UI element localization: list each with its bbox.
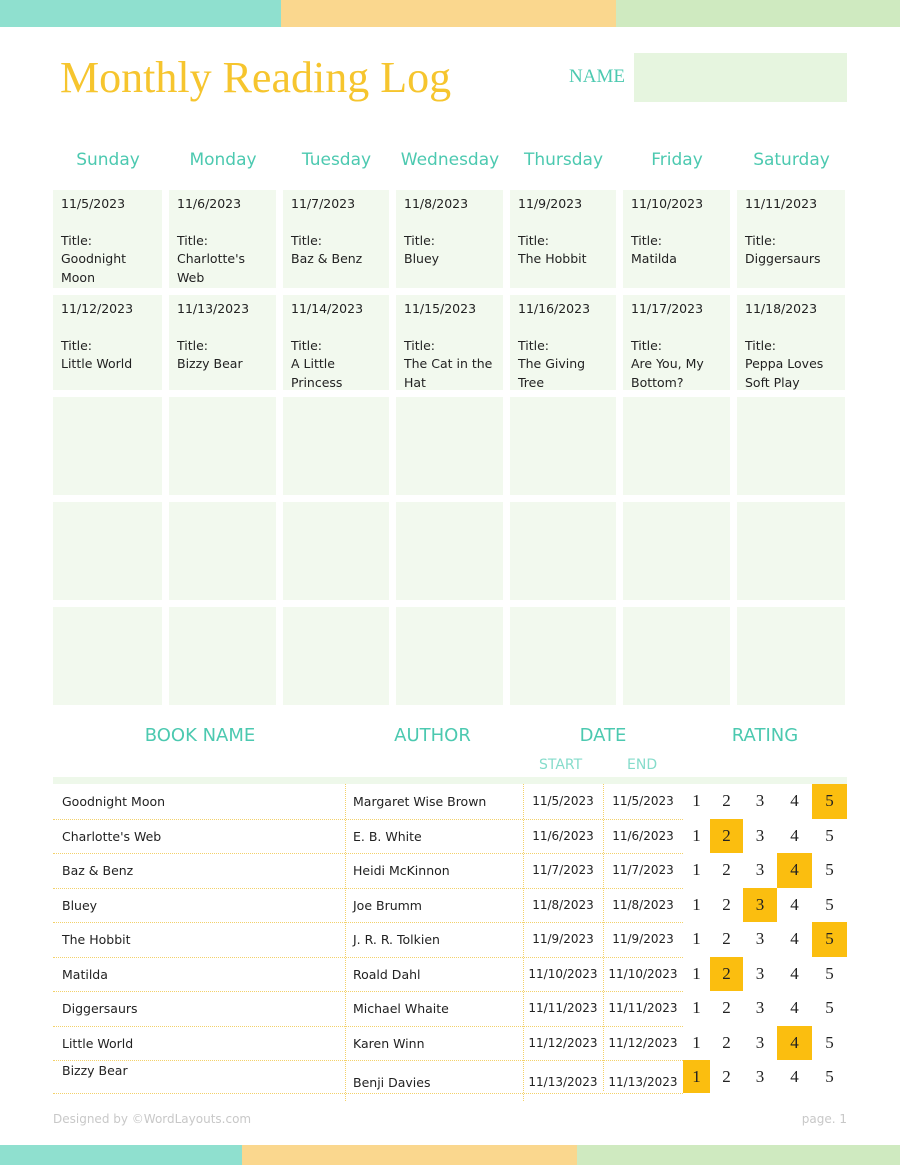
cell-date: 11/14/2023	[291, 301, 364, 316]
name-label: NAME	[569, 66, 625, 87]
table-header-band	[53, 777, 847, 784]
start-date-cell[interactable]: 11/11/2023	[528, 1001, 598, 1015]
cell-date: 11/17/2023	[631, 301, 704, 316]
rating-option[interactable]: 4	[790, 1067, 799, 1086]
end-date-cell[interactable]: 11/11/2023	[608, 1001, 678, 1015]
cell-book-title: Bluey	[404, 251, 440, 266]
end-date-cell[interactable]: 11/12/2023	[608, 1035, 678, 1050]
rating-option[interactable]: 2	[722, 1067, 731, 1086]
start-date-cell[interactable]: 11/12/2023	[528, 1035, 598, 1050]
rating-option[interactable]: 2	[722, 791, 731, 810]
rating-option[interactable]: 2	[722, 894, 731, 914]
cell-book-title: Goodnight Moon	[61, 251, 127, 285]
cell-title-label: Title:	[291, 337, 322, 353]
calendar-cell[interactable]	[396, 502, 503, 600]
calendar-cell[interactable]	[283, 502, 389, 600]
cell-date: 11/18/2023	[745, 301, 818, 316]
cell-book-title: The Hobbit	[518, 251, 587, 266]
start-date-cell[interactable]: 11/8/2023	[532, 897, 594, 912]
calendar-cell[interactable]	[623, 295, 730, 390]
start-date-cell[interactable]: 11/10/2023	[528, 966, 598, 981]
calendar-cell[interactable]	[283, 397, 389, 495]
rating-option[interactable]: 1	[692, 963, 701, 983]
calendar-cell[interactable]	[737, 607, 845, 705]
end-date-cell[interactable]: 11/10/2023	[608, 966, 678, 981]
book-name-cell[interactable]: Matilda	[62, 966, 108, 982]
rating-option[interactable]: 1	[692, 791, 701, 810]
book-name-cell[interactable]: Diggersaurs	[62, 1001, 138, 1016]
author-header: AUTHOR	[394, 725, 471, 746]
bottom-bar-green	[577, 1145, 900, 1165]
calendar-cell[interactable]	[510, 190, 616, 288]
start-header: START	[539, 757, 583, 773]
rating-option[interactable]: 2	[722, 929, 731, 948]
end-date-cell[interactable]: 11/6/2023	[612, 828, 674, 843]
author-cell[interactable]: J. R. R. Tolkien	[353, 932, 440, 947]
cell-book-title: The Cat in the Hat	[404, 356, 493, 390]
cell-date: 11/16/2023	[518, 301, 591, 316]
calendar-cell[interactable]	[169, 295, 276, 390]
end-header: END	[627, 757, 658, 773]
rating-selected[interactable]: 2	[710, 957, 743, 992]
cell-book-title: The Giving Tree	[518, 356, 586, 390]
day-header-monday: Monday	[189, 150, 257, 170]
cell-date: 11/13/2023	[177, 301, 250, 316]
book-name-cell[interactable]: Charlotte's Web	[62, 828, 162, 844]
day-header-saturday: Saturday	[753, 150, 830, 170]
day-header-tuesday: Tuesday	[301, 150, 372, 170]
end-date-cell[interactable]: 11/9/2023	[612, 932, 674, 946]
rating-option[interactable]: 3	[755, 998, 765, 1017]
rating-option[interactable]: 3	[755, 825, 765, 845]
rating-option[interactable]: 5	[825, 894, 834, 914]
book-name-cell[interactable]: Little World	[62, 1035, 134, 1051]
cell-book-title: Charlotte's Web	[177, 251, 246, 285]
cell-date: 11/15/2023	[404, 301, 477, 316]
page-number: page. 1	[801, 1112, 847, 1126]
rating-option[interactable]: 5	[825, 963, 834, 983]
rating-option[interactable]: 2	[722, 1032, 731, 1052]
calendar-cell[interactable]	[396, 397, 503, 495]
bottom-bar-teal	[0, 1145, 242, 1165]
rating-option[interactable]: 2	[722, 860, 731, 879]
start-date-cell[interactable]: 11/13/2023	[528, 1075, 598, 1089]
day-header-thursday: Thursday	[523, 150, 604, 170]
cell-date: 11/11/2023	[745, 196, 818, 211]
rating-option[interactable]: 1	[692, 929, 701, 948]
cell-book-title: A Little Princess	[291, 356, 343, 390]
cell-title-label: Title:	[177, 232, 208, 248]
book-name-cell[interactable]: Bluey	[62, 897, 98, 913]
calendar-cell[interactable]	[737, 502, 845, 600]
rating-option[interactable]: 3	[755, 1032, 765, 1052]
book-name-cell[interactable]: The Hobbit	[62, 932, 131, 947]
cell-title-label: Title:	[61, 232, 92, 248]
bottom-bar-yellow	[242, 1145, 577, 1165]
calendar-cell[interactable]	[53, 607, 162, 705]
rating-option[interactable]: 1	[692, 1032, 701, 1052]
rating-option[interactable]: 2	[722, 998, 731, 1017]
start-date-cell[interactable]: 11/9/2023	[532, 932, 594, 946]
top-bar-teal	[0, 0, 281, 27]
rating-option[interactable]: 3	[755, 929, 765, 948]
cell-title-label: Title:	[745, 337, 776, 353]
rating-selected[interactable]: 1	[683, 1060, 710, 1093]
rating-option[interactable]: 4	[790, 998, 799, 1017]
cell-book-title: Matilda	[631, 251, 677, 266]
rating-option[interactable]: 3	[755, 860, 765, 879]
cell-book-title: Are You, My Bottom?	[631, 356, 704, 390]
day-header-wednesday: Wednesday	[400, 150, 500, 170]
rating-option[interactable]: 5	[825, 825, 834, 845]
rating-selected[interactable]: 4	[777, 853, 812, 888]
cell-book-title: Peppa Loves Soft Play	[745, 356, 824, 390]
top-bar-green	[616, 0, 900, 27]
start-date-cell[interactable]: 11/5/2023	[532, 794, 594, 808]
book-name-cell[interactable]: Baz & Benz	[62, 863, 134, 878]
rating-option[interactable]: 3	[755, 1067, 765, 1086]
rating-option[interactable]: 1	[692, 998, 701, 1017]
rating-option[interactable]: 5	[825, 1067, 834, 1086]
rating-option[interactable]: 4	[790, 963, 799, 983]
footer-credit: Designed by ©WordLayouts.com	[53, 1112, 252, 1126]
start-date-cell[interactable]: 11/6/2023	[532, 828, 594, 843]
calendar-cell[interactable]	[53, 295, 162, 390]
calendar-cell[interactable]	[169, 397, 276, 495]
rating-option[interactable]: 3	[755, 963, 765, 983]
cell-book-title: Bizzy Bear	[177, 356, 243, 371]
book-name-cell[interactable]: Bizzy Bear	[62, 1063, 128, 1078]
cell-title-label: Title:	[404, 232, 435, 248]
calendar-cell[interactable]	[169, 607, 276, 705]
author-cell[interactable]: Michael Whaite	[353, 1001, 449, 1016]
rating-option[interactable]: 1	[692, 860, 701, 879]
cell-book-title: Little World	[61, 356, 133, 371]
rating-selected[interactable]: 4	[777, 1026, 812, 1061]
name-field[interactable]	[634, 53, 847, 102]
calendar-cell[interactable]	[169, 190, 276, 288]
day-header-sunday: Sunday	[76, 150, 140, 170]
calendar-cell[interactable]	[737, 397, 845, 495]
page-title: Monthly Reading Log	[60, 53, 452, 102]
end-date-cell[interactable]: 11/8/2023	[612, 897, 674, 912]
cell-title-label: Title:	[291, 232, 322, 248]
calendar-cell[interactable]	[396, 295, 503, 390]
calendar-cell[interactable]	[396, 190, 503, 288]
cell-title-label: Title:	[518, 337, 549, 353]
calendar-cell[interactable]	[283, 295, 389, 390]
rating-option[interactable]: 3	[755, 791, 765, 810]
cell-book-title: Diggersaurs	[745, 251, 821, 266]
book-name-cell[interactable]: Goodnight Moon	[62, 794, 166, 809]
author-cell[interactable]: Karen Winn	[353, 1035, 425, 1051]
cell-title-label: Title:	[631, 337, 662, 353]
calendar-cell[interactable]	[53, 190, 162, 288]
end-date-cell[interactable]: 11/13/2023	[608, 1075, 678, 1089]
rating-option[interactable]: 4	[790, 825, 799, 845]
calendar-cell[interactable]	[53, 397, 162, 495]
rating-option[interactable]: 4	[790, 929, 799, 948]
rating-selected[interactable]: 5	[812, 784, 847, 819]
cell-date: 11/8/2023	[404, 196, 469, 211]
day-header-friday: Friday	[651, 150, 703, 170]
calendar-cell[interactable]	[283, 607, 389, 705]
calendar-cell[interactable]	[623, 397, 730, 495]
rating-option[interactable]: 5	[825, 1032, 834, 1052]
cell-title-label: Title:	[745, 232, 776, 248]
rating-header: RATING	[731, 725, 799, 746]
calendar-cell[interactable]	[510, 607, 616, 705]
rating-option[interactable]: 5	[825, 998, 834, 1017]
calendar-cell[interactable]	[169, 502, 276, 600]
rating-option[interactable]: 4	[790, 894, 799, 914]
calendar-cell[interactable]	[510, 502, 616, 600]
cell-date: 11/10/2023	[631, 196, 704, 211]
author-cell[interactable]: Margaret Wise Brown	[353, 794, 487, 809]
calendar-cell[interactable]	[53, 502, 162, 600]
author-cell[interactable]: Benji Davies	[353, 1075, 431, 1090]
rating-option[interactable]: 1	[692, 825, 701, 845]
top-bar-yellow	[281, 0, 616, 27]
rating-option[interactable]: 1	[692, 894, 701, 914]
cell-title-label: Title:	[404, 337, 435, 353]
calendar-cell[interactable]	[737, 295, 845, 390]
calendar-cell[interactable]	[283, 190, 389, 288]
rating-option[interactable]: 4	[790, 791, 799, 810]
cell-date: 11/7/2023	[291, 196, 356, 211]
start-date-cell[interactable]: 11/7/2023	[532, 863, 594, 877]
calendar-cell[interactable]	[510, 397, 616, 495]
calendar-cell[interactable]	[396, 607, 503, 705]
cell-book-title: Baz & Benz	[291, 251, 363, 266]
rating-selected[interactable]: 2	[710, 819, 743, 854]
author-cell[interactable]: Roald Dahl	[353, 966, 421, 982]
book-name-header: BOOK NAME	[144, 725, 256, 746]
cell-date: 11/9/2023	[518, 196, 583, 211]
cell-title-label: Title:	[518, 232, 549, 248]
cell-title-label: Title:	[631, 232, 662, 248]
calendar-cell[interactable]	[510, 295, 616, 390]
cell-date: 11/5/2023	[61, 196, 126, 211]
rating-selected[interactable]: 3	[743, 888, 777, 923]
cell-title-label: Title:	[177, 337, 208, 353]
calendar-cell[interactable]	[623, 502, 730, 600]
author-cell[interactable]: Heidi McKinnon	[353, 863, 450, 878]
cell-date: 11/12/2023	[61, 301, 134, 316]
calendar-cell[interactable]	[623, 190, 730, 288]
rating-option[interactable]: 5	[825, 860, 834, 879]
date-header: DATE	[579, 725, 627, 746]
author-cell[interactable]: Joe Brumm	[353, 897, 422, 913]
rating-selected[interactable]: 5	[812, 922, 847, 957]
end-date-cell[interactable]: 11/5/2023	[612, 794, 674, 808]
cell-title-label: Title:	[61, 337, 92, 353]
cell-date: 11/6/2023	[177, 196, 242, 211]
calendar-cell[interactable]	[623, 607, 730, 705]
calendar-cell[interactable]	[737, 190, 845, 288]
author-cell[interactable]: E. B. White	[353, 828, 422, 844]
end-date-cell[interactable]: 11/7/2023	[612, 863, 674, 877]
